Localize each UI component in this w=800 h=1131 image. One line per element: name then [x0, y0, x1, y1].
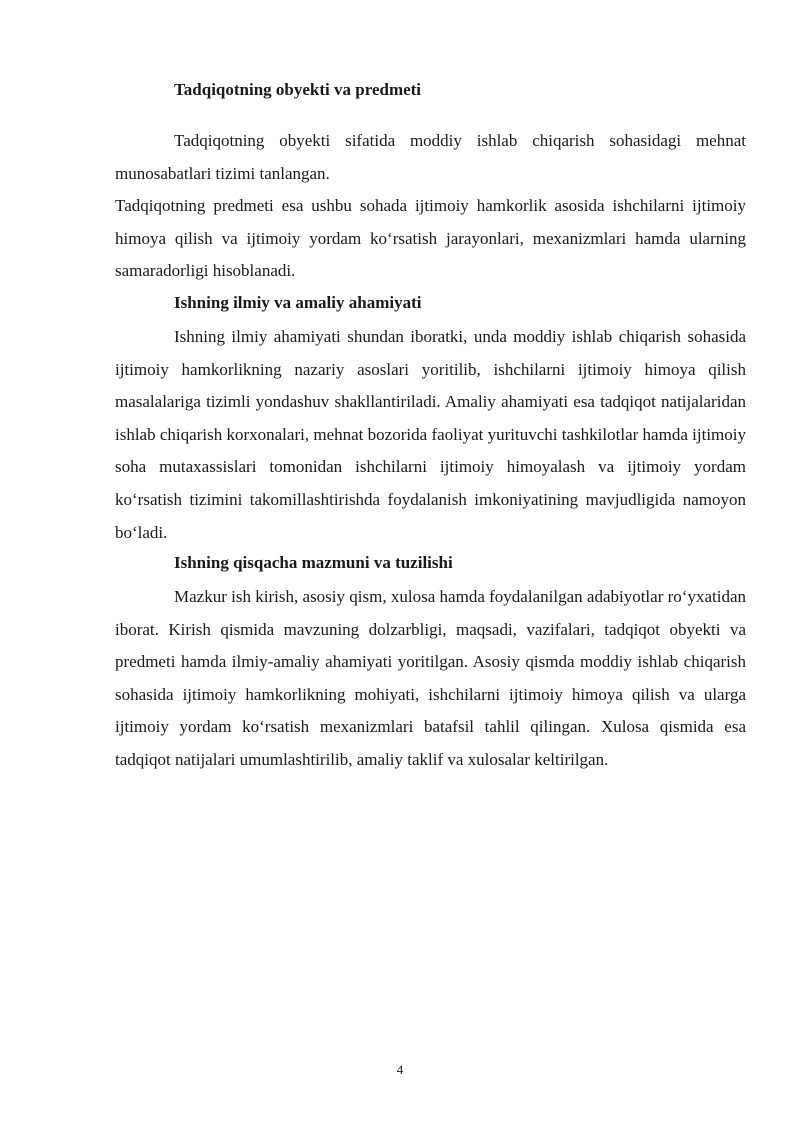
- paragraph-significance: [115, 321, 746, 549]
- paragraph-object-subject-part1: [115, 125, 746, 190]
- paragraph-object-subject-part2: Tadqiqotning predmeti esa ushbu sohada ijtimoiy hamkorlik asosida ishchilarni ijtimoiy himoya qilish va ijtimoiy yordam ko‘rsatish jarayonlari, mexanizmlari hamda ularning samaradorligi hisoblanadi.: [115, 196, 746, 281]
- section-heading-object-subject: Tadqiqotning obyekti va predmeti: [174, 80, 422, 99]
- section-heading-significance: Ishning ilmiy va amaliy ahamiyati: [174, 293, 422, 312]
- paragraph-text: Tadqiqotning obyekti sifatida moddiy ishlab chiqarish sohasidagi mehnat munosabatlari tizimi tanlangan.: [115, 131, 746, 183]
- paragraph-text: Mazkur ish kirish, asosiy qism, xulosa hamda foydalanilgan adabiyotlar ro‘yxatidan iborat. Kirish qismida mavzuning dolzarbligi, maqsadi, vazifalari, tadqiqot obyekti va predmeti hamda ilmiy-amaliy ahamiyati yoritilgan. Asosiy qismda moddiy ishlab chiqarish sohasida ijtimoiy hamkorlikning mohiyati, ishchilarni ijtimoiy himoya qilish va ularga ijtimoiy yordam ko‘rsatish mexanizmlari batafsil tahlil qilingan. Xulosa qismida esa tadqiqot natijalari umumlashtirilib, amaliy taklif va xulosalar keltirilgan.: [115, 587, 746, 769]
- page-number: 4: [396, 1062, 404, 1077]
- section-heading-summary-structure: Ishning qisqacha mazmuni va tuzilishi: [174, 553, 453, 572]
- paragraph-summary-structure: [115, 581, 746, 777]
- paragraph-text: Ishning ilmiy ahamiyati shundan iboratki, unda moddiy ishlab chiqarish sohasida ijtimoiy hamkorlikning nazariy asoslari yoritilib, ishchilarni ijtimoiy himoya qilish masalalariga tizimli yondashuv shakllantiriladi. Amaliy ahamiyati esa tadqiqot natijalaridan ishlab chiqarish korxonalari, mehnat bozorida faoliyat yurituvchi tashkilotlar hamda ijtimoiy soha mutaxassislari tomonidan ishchilarni ijtimoiy himoyalash va ijtimoiy yordam ko‘rsatish tizimini takomillashtirishda foydalanish imkoniyatining mavjudligida namoyon bo‘ladi.: [115, 327, 746, 542]
